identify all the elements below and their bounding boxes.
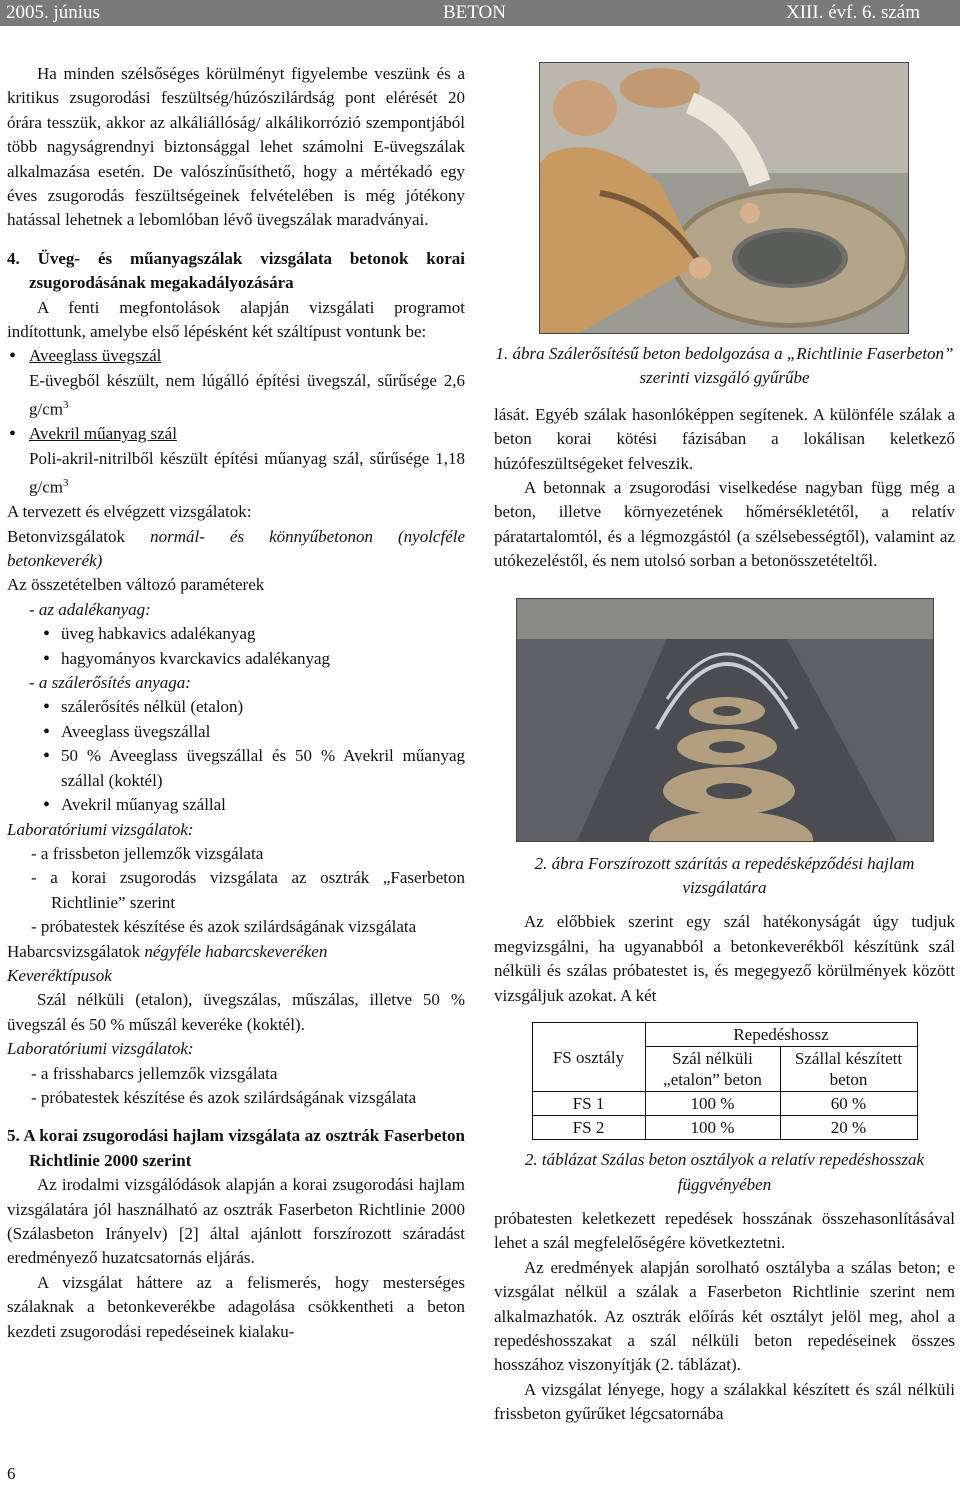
list-item: • 50 % Aveeglass üvegszállal és 50 % Avekril műanyag szállal (koktél) [7,744,465,793]
paragraph: A betonnak a zsugorodási viselkedése nagyban függ még a beton, illetve környezetének hőmérsékletétől, a relatív páratartalomtól, és a légmozgástól (a szélsebességtől), valamint az utókezeléstől, és nem utolsó sorban a betonösszetételtől. [494,478,955,571]
fiber-item-glass [7,344,465,368]
fiber-item-plastic [7,422,465,446]
list-item: - a korai zsugorodás vizsgálata az osztrák „Faserbeton Richtlinie” szerint [31,868,465,912]
table-caption: 2. táblázat Szálas beton osztályok a relatív repedéshosszak függvényében [524,1150,925,1194]
fiber-description [7,447,465,500]
table-row [532,1116,917,1140]
photo-ring-mould-icon [540,63,908,333]
right-column [494,62,955,1427]
figure-2-caption: 2. ábra Forszírozott szárítás a repedésképződési hajlam vizsgálatára [534,853,915,898]
list-item: • szálerősítés nélkül (etalon) [7,695,465,719]
lab-tests-heading: Laboratóriumi vizsgálatok: [7,819,194,839]
table-header-fiber: Szállal készített beton [780,1047,917,1092]
table-row [532,1023,917,1047]
table-cell: 20 % [780,1116,917,1140]
table-cell: 100 % [645,1092,780,1116]
paragraph: A vizsgálat háttere az a felismerés, hogy mesterséges szálaknak a betonkeverékbe adagolása csökkentheti a beton kezdeti zsugorodási repedéseinek kialaku- [7,1272,465,1341]
paragraph: Az irodalmi vizsgálódások alapján a korai zsugorodási hajlam vizsgálatára jól használható az osztrák Faserbeton Richtlinie 2000 (Szálasbeton Irányelv) [2] által ajánlott forszírozott száradást eredményező huzatcsatornás eljárás. [7,1175,465,1268]
paragraph: A fenti megfontolások alapján vizsgálati programot indítottunk, amelybe első lépésként két száltípust vontunk be: [7,297,465,342]
figure-2-photo [516,598,934,842]
list-item: • hagyományos kvarckavics adalékanyag [7,647,465,671]
crack-length-table [532,1022,918,1140]
paragraph: Az előbbiek szerint egy szál hatékonyságát úgy tudjuk megvizsgálni, ha ugyanabból a betonkeverékből készítünk szál nélküli és szálas próbatestet is, és megegyező körülmények között vizsgáljuk azokat. A két [494,912,955,1005]
table-cell: FS 2 [532,1116,645,1140]
table-cell: 60 % [780,1092,917,1116]
list-item: - a frissbeton jellemzők vizsgálata [31,843,264,863]
table-header-class: FS osztály [532,1023,645,1092]
fiber-description [7,369,465,422]
list-item: • Aveeglass üvegszállal [7,720,465,744]
fiber-desc-text: Poli-akril-nitrilből készült építési műanyag szál, sűrűsége 1,18 g/cm [29,448,465,497]
photo-drying-tunnel-icon [517,599,933,841]
mortar-tests-detail: négyféle habarcskeveréken [144,941,328,961]
concrete-tests-detail: normál- és könnyűbetonon (nyolcféle betonkeverék) [7,526,466,571]
section-heading-5: 5. A korai zsugorodási hajlam vizsgálata az osztrák Faserbeton Richtlinie 2000 szerint [7,1126,465,1170]
list-item: - próbatestek készítése és azok szilárdságának vizsgálata [31,1087,417,1107]
header-journal: BETON [443,2,506,23]
list-item: - próbatestek készítése és azok szilárdságának vizsgálata [31,917,417,937]
paragraph: lását. Egyéb szálak hasonlóképpen segítenek. A különféle szálak a beton korai kötési fázisában a lokálisan keletkező húzófeszültségeket felveszik. [494,404,955,473]
fiber-desc-text: E-üvegből készült, nem lúgálló építési üvegszál, sűrűsége 2,6 g/cm [29,370,465,419]
header-issue: XIII. évf. 6. szám [786,2,921,23]
mix-types-heading: Keveréktípusok [7,965,112,985]
list-item: - a frisshabarcs jellemzők vizsgálata [31,1063,278,1083]
aggregate-heading: - az adalékanyag: [29,599,151,619]
paragraph: A vizsgálat lényege, hogy a szálakkal készített és szál nélküli frissbeton gyűrűket légcsatornába [494,1379,955,1424]
page-number: 6 [7,1464,16,1483]
table-row [532,1092,917,1116]
paragraph: Ha minden szélsőséges körülményt figyelembe veszünk és a kritikus zsugorodási feszültség/húzószilárdság pont elérését 20 órára tesszük, akkor az alkáliállóság/ alkálikorrózió szempontjából több nagyságrendnyi biztonsággal lehet számolni E-üvegszálak alkalmazása esetén. De valószínűsíthető, hogy a mértékadó egy éves zsugorodás feszültségeinek felvételében is még jótékony hatással lehetnek a lebomlóban lévő üvegszálak maradványai. [7,64,465,230]
fiber-name: Aveeglass üvegszál [29,346,162,366]
paragraph: Az összetételben változó paraméterek [7,575,265,595]
table-cell: 100 % [645,1116,780,1140]
superscript: 3 [63,477,69,490]
header-date: 2005. június [6,2,100,23]
concrete-tests [7,525,465,574]
running-header [0,0,960,26]
concrete-tests-label: Betonvizsgálatok [7,526,126,546]
list-item: • Avekril műanyag szállal [7,793,465,817]
paragraph: Szál nélküli (etalon), üvegszálas, műszálas, illetve 50 % üvegszál és 50 % műszál keveréke (koktél). [7,990,465,1034]
paragraph: A tervezett és elvégzett vizsgálatok: [7,502,252,522]
paragraph: Az eredmények alapján sorolható osztályba a szálas beton; e vizsgálat nélkül a szálak a Faserbeton Richtlinie szerint nem alkalmazhatók. Az osztrák előírás két osztályt jelöl meg, ahol a repedéshosszakat a szál nélküli beton repedéseinek összes hosszához viszonyítják (2. táblázat). [494,1257,955,1375]
figure-1-caption: 1. ábra Szálerősítésű beton bedolgozása a „Richtlinie Faserbeton” szerinti vizsgáló gyűrűbe [495,344,954,388]
section-heading-4: 4. Üveg- és műanyagszálak vizsgálata betonok korai zsugorodásának megakadályozására [7,248,465,293]
lab-tests-heading: Laboratóriumi vizsgálatok: [7,1039,194,1059]
figure-1-photo [539,62,909,334]
table-group-header: Repedéshossz [645,1023,917,1047]
superscript: 3 [63,399,69,412]
list-item: • üveg habkavics adalékanyag [7,622,465,646]
mortar-tests [7,940,465,964]
table-header-plain: Szál nélküli „etalon” beton [645,1047,780,1092]
fiber-heading: - a szálerősítés anyaga: [29,673,191,693]
paragraph: próbatesten keletkezett repedések hosszának összehasonlításával lehet a szál megfelelőségére következtetni. [494,1208,955,1253]
left-column [7,62,465,1344]
fiber-name: Avekril műanyag szál [29,424,177,444]
table-cell: FS 1 [532,1092,645,1116]
mortar-tests-label: Habarcsvizsgálatok [7,941,141,961]
